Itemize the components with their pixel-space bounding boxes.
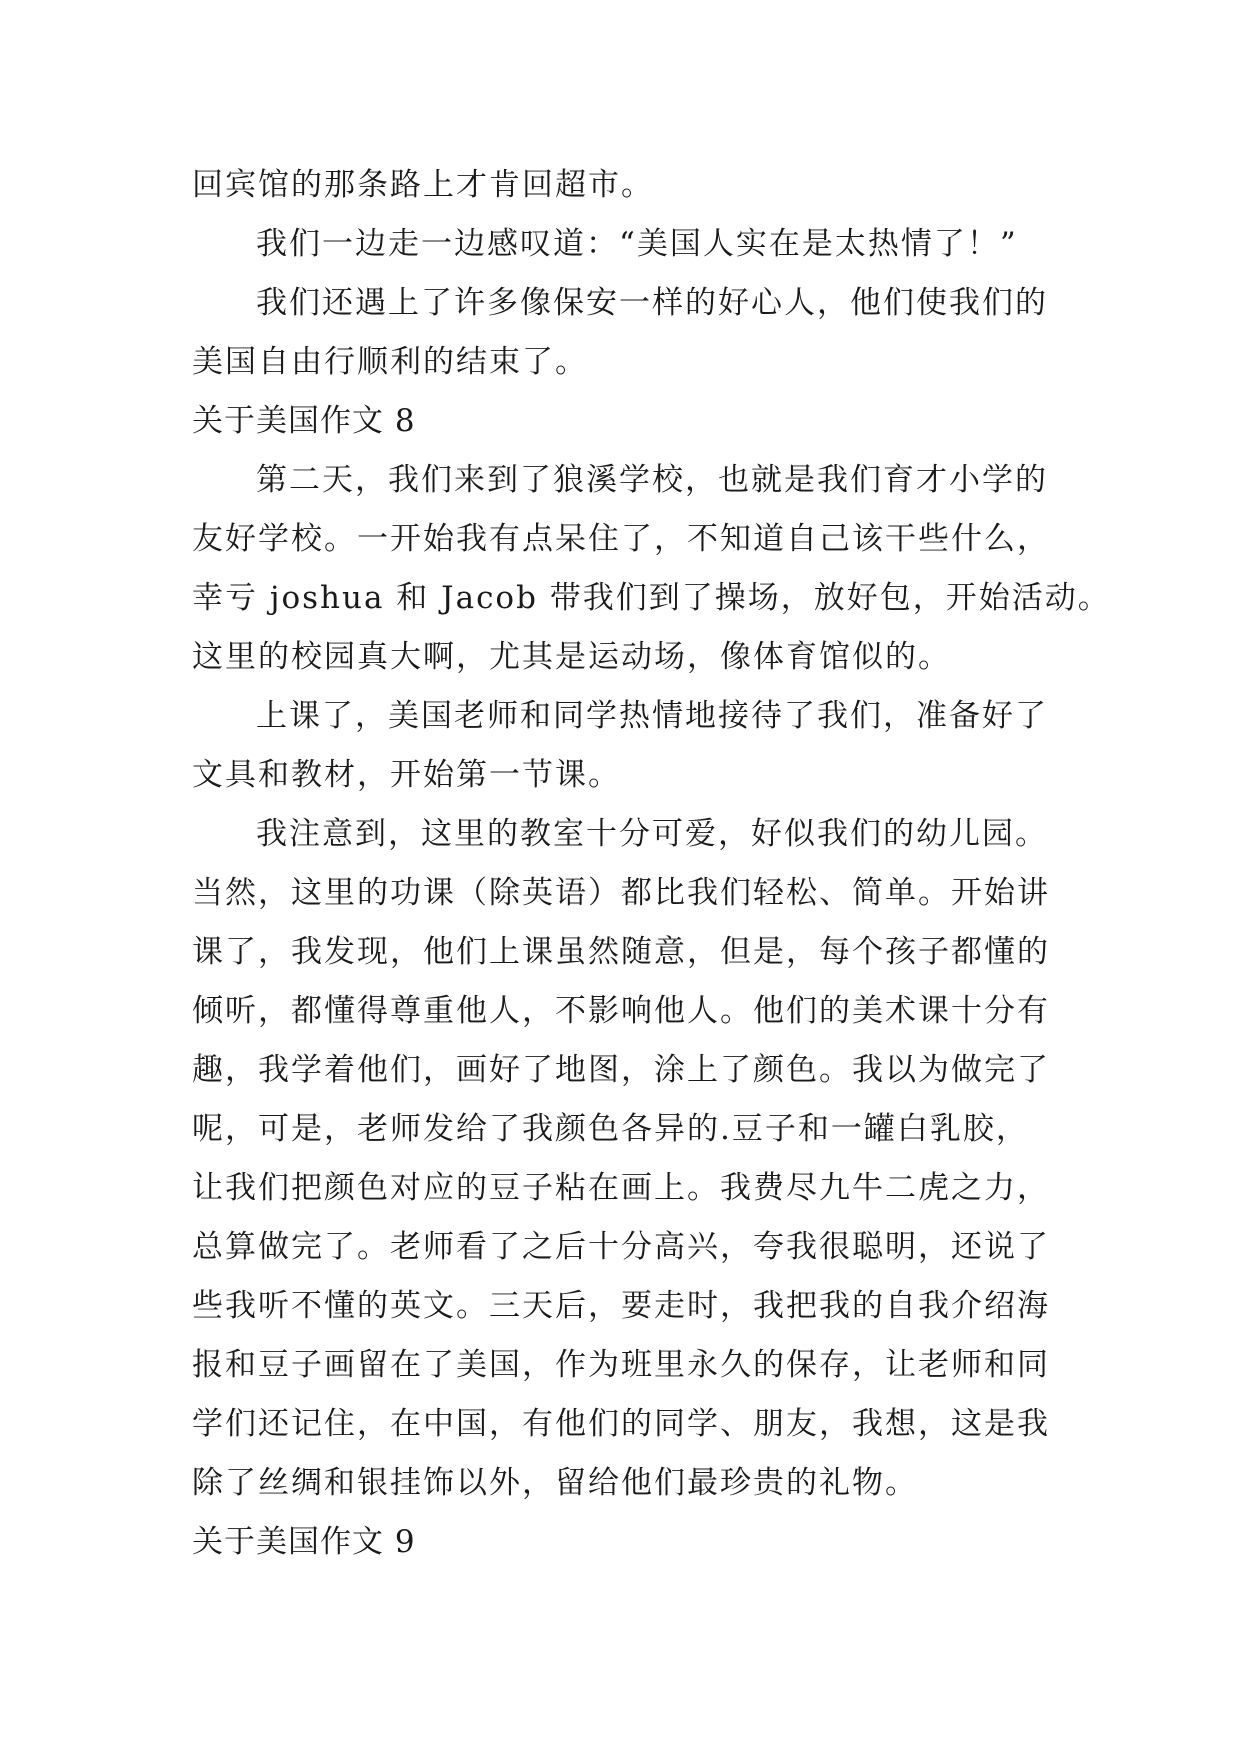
text-line: 让我们把颜色对应的豆子粘在画上。我费尽九牛二虎之力， [192,1170,1050,1206]
text-line: 我们还遇上了许多像保安一样的好心人，他们使我们的 [256,285,1048,321]
document-body [192,156,1111,1572]
text-line: 些我听不懂的英文。三天后，要走时，我把我的自我介绍海 [192,1288,1050,1324]
text-line: 呢，可是，老师发给了我颜色各异的.豆子和一罐白乳胶， [192,1111,1029,1147]
section-heading: 关于美国作文 9 [192,1524,416,1560]
text-line: 课了，我发现，他们上课虽然随意，但是，每个孩子都懂的 [192,934,1050,970]
text-line: 倾听，都懂得尊重他人，不影响他人。他们的美术课十分有 [192,993,1050,1029]
text-line: 除了丝绸和银挂饰以外，留给他们最珍贵的礼物。 [192,1465,918,1501]
text-line: 我们一边走一边感叹道：“美国人实在是太热情了！” [256,226,1018,262]
text-line: 当然，这里的功课（除英语）都比我们轻松、简单。开始讲 [192,875,1050,911]
text-line: 幸亏 joshua 和 Jacob 带我们到了操场，放好包，开始活动。 [192,580,1111,616]
text-line: 总算做完了。老师看了之后十分高兴，夸我很聪明，还说了 [192,1229,1050,1265]
text-line: 回宾馆的那条路上才肯回超市。 [192,167,654,203]
text-line: 上课了，美国老师和同学热情地接待了我们，准备好了 [256,698,1048,734]
section-heading: 关于美国作文 8 [192,403,416,439]
text-line: 美国自由行顺利的结束了。 [192,344,588,380]
text-line: 学们还记住，在中国，有他们的同学、朋友，我想，这是我 [192,1406,1050,1442]
text-line: 文具和教材，开始第一节课。 [192,757,621,793]
text-line: 这里的校园真大啊，尤其是运动场，像体育馆似的。 [192,639,951,675]
text-line: 我注意到，这里的教室十分可爱，好似我们的幼儿园。 [256,816,1048,852]
text-line: 趣，我学着他们，画好了地图，涂上了颜色。我以为做完了 [192,1052,1050,1088]
text-line: 友好学校。一开始我有点呆住了，不知道自己该干些什么， [192,521,1050,557]
text-line: 第二天，我们来到了狼溪学校，也就是我们育才小学的 [256,462,1048,498]
text-line: 报和豆子画留在了美国，作为班里永久的保存，让老师和同 [192,1347,1050,1383]
